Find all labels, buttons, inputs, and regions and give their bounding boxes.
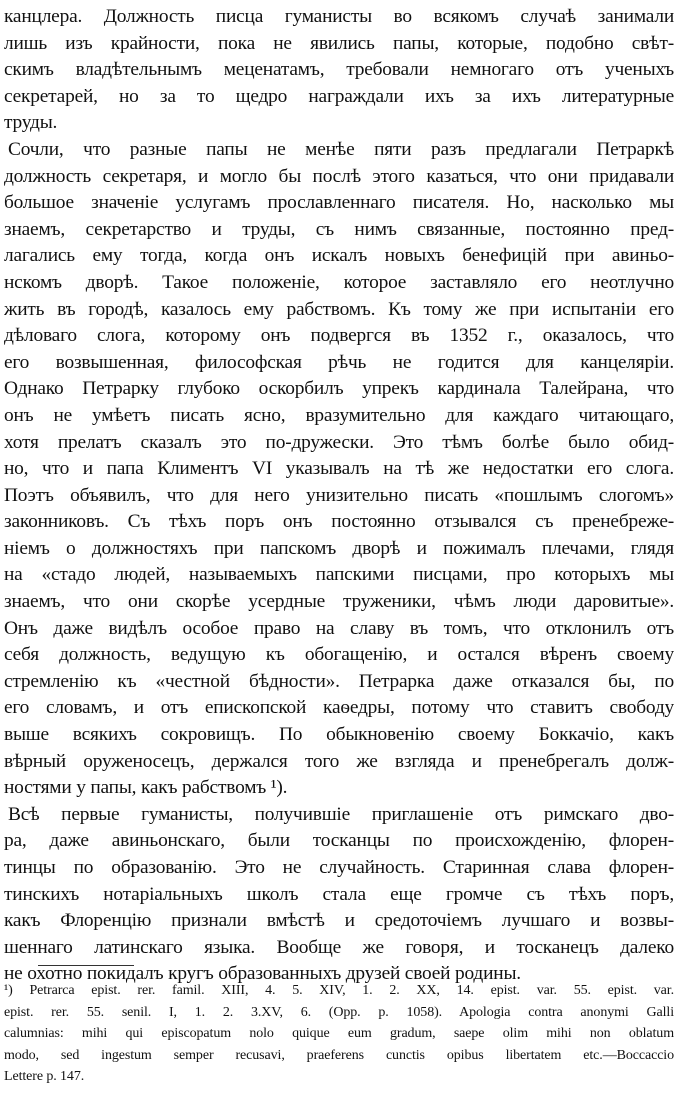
footnote-line: ¹) Petrarca epist. rer. famil. XIII, 4. 5. XIV, 1. 2. XX, 14. epist. var. 55. epist. var. [4, 983, 674, 998]
footnote-line: Lettere p. 147. [4, 1069, 85, 1084]
text-line: стремленію къ «честной бѣдности». Петрарка даже отказался бы, по [4, 670, 674, 692]
text-line: его возвышенная, философская рѣчь не годится для канцеляріи. [4, 351, 674, 373]
paragraph [4, 802, 674, 988]
text-line: ностями у папы, какъ рабствомъ ¹). [4, 777, 288, 799]
text-line: вѣрный оруженосецъ, держался того же взгляда и пренебрегалъ долж- [4, 750, 674, 772]
footnote-line: epist. rer. 55. senil. I, 1. 2. 3.XV, 6. (Opp. p. 1058). Apologia contra anonymi Galli [4, 1004, 674, 1020]
footnote-line: modo, sed ingestum semper recusavi, praeferens cunctis opibus libertatem etc.—Boccaccio [4, 1047, 674, 1063]
footnote-line: calumnias: mihi qui episcopatum nolo quique eum gradum, saepe olim mihi non oblatum [4, 1026, 674, 1041]
text-line: жить въ городѣ, казалось ему рабствомъ. Къ тому же при испытаніи его [4, 298, 674, 320]
text-line: секретарей, но за то щедро награждали ихъ за ихъ литературные [4, 85, 674, 107]
paragraph [4, 137, 674, 802]
text-line: ра, даже авиньонскаго, были тосканцы по происхожденію, флорен- [4, 830, 674, 852]
text-line: лишь изъ крайности, пока не явились папы, которые, подобно свѣт- [4, 32, 674, 54]
text-line: лагались ему тогда, когда онъ искалъ новыхъ бенефицій при авиньо- [4, 245, 674, 267]
text-line: знаемъ, секретарство и труды, съ нимъ связанные, постоянно пред- [4, 218, 674, 240]
text-line: себя должность, ведущую къ обогащенію, и остался вѣренъ своему [4, 644, 674, 666]
footnote [4, 980, 674, 1088]
text-line: канцлера. Должность писца гуманисты во всякомъ случаѣ занимали [4, 6, 674, 27]
text-line: выше всякихъ сокровищъ. По обыкновенію своему Боккачіо, какъ [4, 724, 674, 746]
text-line: большое значеніе услугамъ прославленнаго писателя. Но, насколько мы [4, 192, 674, 214]
text-line: должность секретаря, и могло бы послѣ этого казаться, что они придавали [4, 165, 674, 187]
text-line: на «стадо людей, называемыхъ папскими писцами, про которыхъ мы [4, 564, 674, 586]
text-line: его словамъ, и отъ епископской каѳедры, потому что ставитъ свободу [4, 697, 674, 719]
text-line: Однако Петрарку глубоко оскорбилъ упрекъ кардинала Талейрана, что [4, 378, 674, 400]
text-line: но, что и папа Климентъ VI указывалъ на тѣ же недостатки его слога. [4, 458, 674, 480]
paragraph [4, 4, 674, 137]
text-line: Онъ даже видѣлъ особое право на славу въ томъ, что отклонилъ отъ [4, 617, 674, 639]
text-line: Сочли, что разные папы не менѣе пяти разъ предлагали Петраркѣ [8, 138, 674, 160]
text-line: Всѣ первые гуманисты, получившіе приглашеніе отъ римскаго дво- [8, 803, 674, 825]
text-line: шеннаго латинскаго языка. Вообще же говоря, и тосканецъ далеко [4, 936, 674, 958]
text-line: тинскихъ нотаріальныхъ школъ стала еще громче съ тѣхъ поръ, [4, 883, 674, 905]
footnote-divider [38, 965, 134, 966]
text-line: законниковъ. Съ тѣхъ поръ онъ постоянно отзывался съ пренебреже- [4, 511, 674, 533]
text-line: скимъ владѣтельнымъ меценатамъ, требовали немногаго отъ ученыхъ [4, 59, 674, 81]
text-line: нскомъ дворѣ. Такое положеніе, которое заставляло его неотлучно [4, 271, 674, 293]
text-line: ніемъ о должностяхъ при папскомъ дворѣ и пожималъ плечами, глядя [4, 537, 674, 559]
text-line: Поэтъ объявилъ, что для него унизительно писать «пошлымъ слогомъ» [4, 484, 674, 506]
text-line: хотя прелатъ сказалъ это по-дружески. Это тѣмъ болѣе было обид- [4, 431, 674, 453]
page-body [4, 4, 674, 988]
text-line: не охотно покидалъ кругъ образованныхъ друзей своей родины. [4, 963, 521, 985]
text-line: дѣловаго слога, которому онъ подвергся въ 1352 г., оказалось, что [4, 325, 674, 347]
text-line: знаемъ, что они скорѣе усердные труженики, чѣмъ люди даровитые». [4, 591, 674, 613]
text-line: онъ не умѣетъ писать ясно, вразумительно для каждаго читающаго, [4, 404, 674, 426]
text-line: какъ Флоренцію признали вмѣстѣ и средоточіемъ лучшаго и возвы- [4, 910, 674, 932]
text-line: труды. [4, 112, 58, 134]
text-line: тинцы по образованію. Это не случайность. Старинная слава флорен- [4, 857, 674, 878]
